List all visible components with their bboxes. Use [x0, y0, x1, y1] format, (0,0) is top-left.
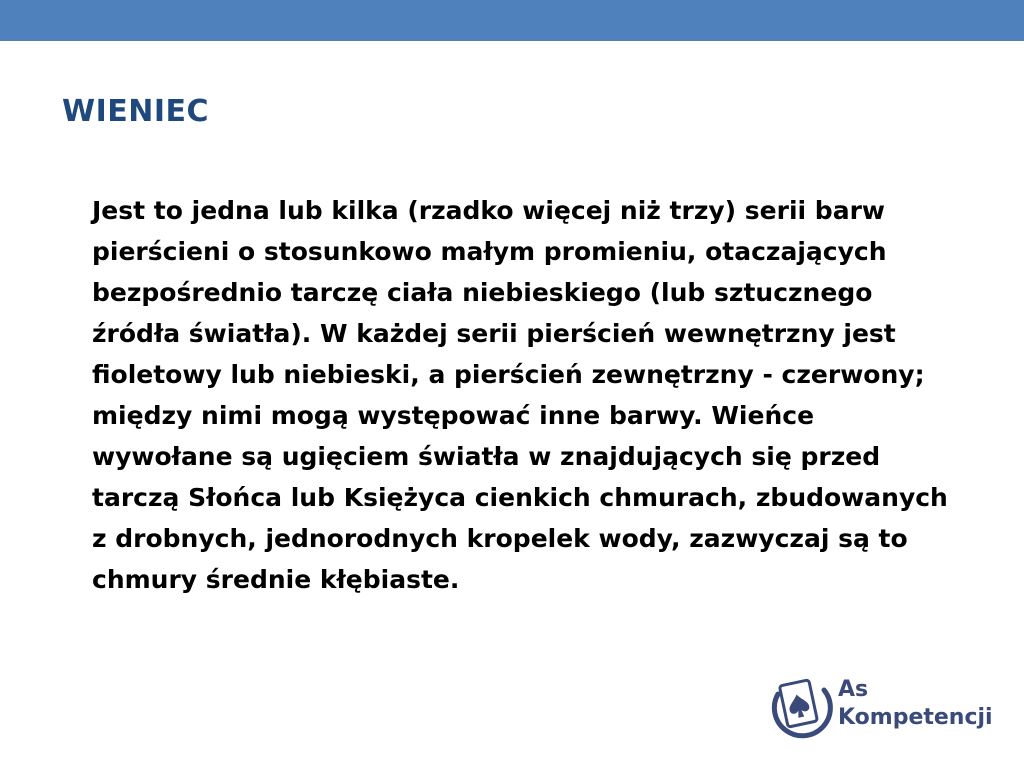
spade-card-icon: [768, 672, 834, 744]
logo-line-1: As: [838, 677, 869, 702]
logo: [768, 672, 998, 748]
logo-text: [838, 676, 993, 732]
logo-line-2: Kompetencji: [838, 705, 993, 730]
top-accent-bar: [0, 0, 1024, 41]
slide-title: WIENIEC: [62, 94, 210, 129]
slide-body-text: Jest to jedna lub kilka (rzadko więcej niż trzy) serii barw pierścieni o stosunkowo małym promieniu, otaczających bezpośrednio tarczę ciała niebieskiego (lub sztucznego źródła światła). W każdej serii pierścień wewnętrzny jest fioletowy lub niebieski, a pierścień zewnętrzny - czerwony; między nimi mogą występować inne barwy. Wieńce wywołane są ugięciem światła w znajdujących się przed tarczą Słońca lub Księżyca cienkich chmurach, zbudowanych z drobnych, jednorodnych kropelek wody, zazwyczaj są to chmury średnie kłębiaste.: [92, 196, 948, 594]
